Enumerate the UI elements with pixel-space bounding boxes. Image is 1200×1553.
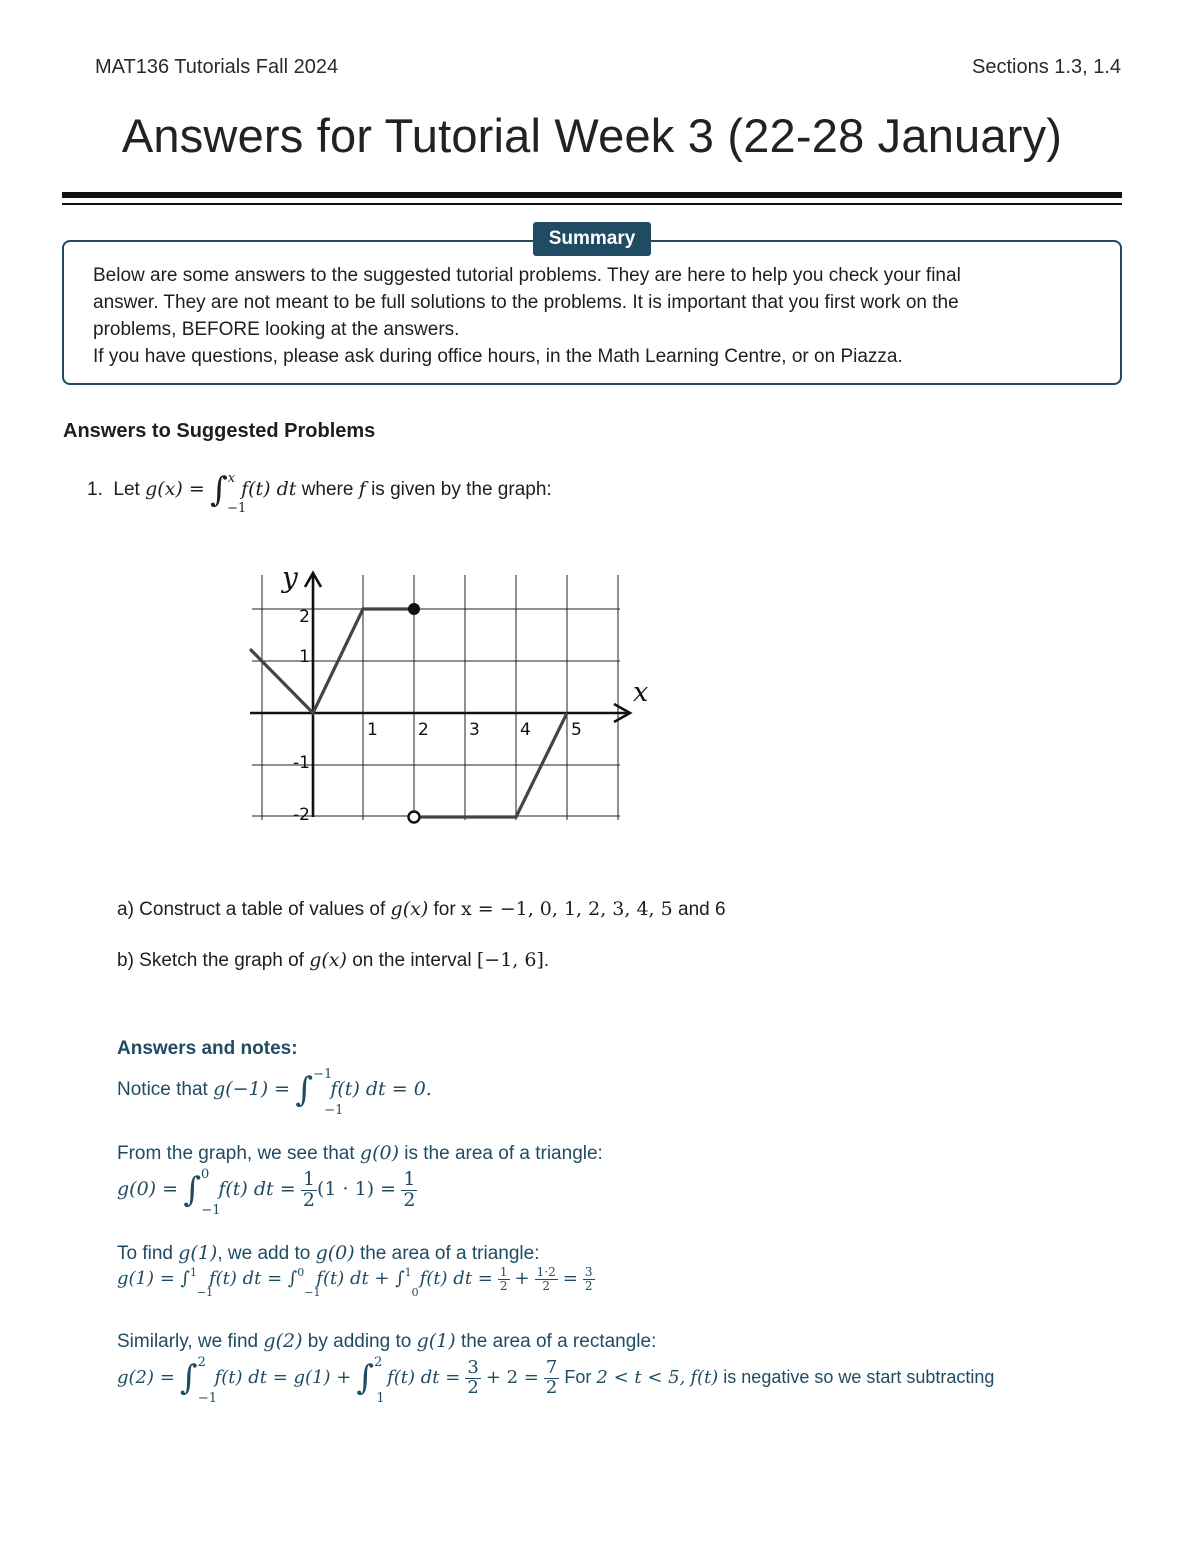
- x-tick-5: 5: [571, 720, 582, 740]
- part-a-gx: g(x): [390, 898, 429, 920]
- part-a-text: a) Construct a table of values of: [117, 899, 386, 920]
- x-tick-1: 1: [367, 720, 378, 740]
- g2-intro-mid: by adding to: [307, 1331, 412, 1352]
- part-b: [117, 949, 549, 972]
- integrand: f(t) dt: [241, 478, 297, 501]
- fraction-denominator: 2: [302, 1188, 315, 1211]
- g0-upper-limit: 0: [201, 1167, 210, 1182]
- g1-upper-3: 1: [404, 1266, 412, 1280]
- g2-mid: f(t) dt = g(1) +: [214, 1366, 352, 1388]
- y-tick-1: 1: [299, 647, 310, 667]
- integral-sign: ∫: [183, 1170, 202, 1210]
- x-tick-2: 2: [418, 720, 429, 740]
- fraction-numerator: 1: [403, 1167, 416, 1190]
- part-b-end: .: [543, 950, 550, 971]
- g0-result-fraction: [401, 1167, 417, 1211]
- summary-text: [93, 262, 1098, 370]
- g1-symbol: g(1): [178, 1242, 218, 1264]
- y-tick-neg2: -2: [293, 805, 310, 825]
- g1-equation: [117, 1265, 595, 1300]
- g0-symbol-ref: g(0): [315, 1242, 355, 1264]
- g0-paren: (1 · 1) =: [317, 1178, 397, 1201]
- title-rule-thick: [62, 192, 1122, 198]
- y-axis-label: y: [282, 561, 298, 594]
- g1-lower-2: −1: [304, 1286, 321, 1300]
- g2-plus-two: + 2 =: [485, 1366, 539, 1388]
- g1-upper-1: 1: [189, 1266, 197, 1280]
- g0-intro-text: From the graph, we see that: [117, 1143, 355, 1164]
- answers-heading: Answers and notes:: [117, 1038, 298, 1059]
- g1-lhs: g(1) = ∫: [117, 1267, 190, 1289]
- fraction-numerator: 3: [584, 1265, 593, 1279]
- fraction-numerator: 3: [467, 1356, 479, 1378]
- course-header: MAT136 Tutorials Fall 2024: [95, 56, 339, 78]
- closed-point: [408, 603, 420, 615]
- notice-line: [117, 1067, 432, 1118]
- g1-intro-text: To find: [117, 1243, 173, 1264]
- let-word: Let: [113, 479, 140, 501]
- fraction-numerator: 7: [545, 1356, 558, 1378]
- g-definition: g(x) =: [145, 478, 205, 501]
- summary-line-2: answer. They are not meant to be full solutions to the problems. It is important that you first work on the: [93, 292, 959, 313]
- part-b-gx: g(x): [309, 949, 347, 971]
- part-a-for: for: [433, 899, 456, 920]
- summary-line-1: Below are some answers to the suggested tutorial problems. They are here to help you check your final: [93, 265, 961, 286]
- g0-intro-post: is the area of a triangle:: [404, 1143, 603, 1164]
- summary-line-4: If you have questions, please ask during office hours, in the Math Learning Centre, or on Piazza.: [93, 346, 903, 367]
- g2-tail-pre: For: [564, 1366, 592, 1387]
- integral-sign: ∫: [356, 1358, 375, 1398]
- summary-label: Summary: [533, 222, 651, 256]
- g2-intro-post: the area of a rectangle:: [460, 1331, 657, 1352]
- x-tick-labels: [367, 720, 582, 740]
- g2-mid2: f(t) dt =: [387, 1366, 461, 1388]
- g1-frac-result: [583, 1266, 595, 1292]
- g1-frac-half: [498, 1266, 510, 1292]
- problem-number: 1.: [87, 479, 103, 501]
- f-symbol: f: [358, 478, 366, 501]
- part-a: [117, 898, 726, 921]
- fraction-denominator: 2: [542, 1278, 551, 1293]
- part-b-text: b) Sketch the graph of: [117, 950, 304, 971]
- g2-lhs: g(2) =: [117, 1366, 175, 1388]
- part-a-values: x = −1, 0, 1, 2, 3, 4, 5: [461, 898, 673, 920]
- summary-line-3: problems, BEFORE looking at the answers.: [93, 319, 460, 340]
- x-tick-3: 3: [469, 720, 480, 740]
- g2-lower-limit-2: 1: [376, 1391, 385, 1406]
- notice-lower-limit: −1: [324, 1103, 344, 1118]
- g0-symbol: g(0): [359, 1142, 399, 1164]
- g2-intro-text: Similarly, we find: [117, 1331, 259, 1352]
- g1-lower-3: 0: [411, 1286, 419, 1300]
- g0-intro: [117, 1142, 603, 1165]
- notice-lhs: g(−1) =: [213, 1078, 291, 1101]
- g2-range: 2 < t < 5,: [596, 1366, 686, 1388]
- fraction-denominator: 2: [403, 1188, 416, 1211]
- integral-sign: ∫: [210, 470, 228, 510]
- sections-header: Sections 1.3, 1.4: [972, 56, 1121, 78]
- integral-sign: ∫: [295, 1070, 314, 1110]
- fraction-numerator: 1: [302, 1167, 315, 1190]
- g1-equals: =: [562, 1267, 578, 1289]
- part-b-interval: [−1, 6]: [476, 949, 544, 971]
- g1-part-b: f(t) dt + ∫: [316, 1267, 405, 1289]
- y-tick-neg1: -1: [293, 753, 310, 773]
- g0-lhs: g(0) =: [117, 1178, 179, 1201]
- g2-upper-limit-2: 2: [374, 1355, 383, 1370]
- g1-part-c: f(t) dt =: [419, 1267, 493, 1289]
- g2-equation: [117, 1355, 995, 1406]
- page-title: Answers for Tutorial Week 3 (22-28 January): [121, 109, 1063, 162]
- problem-1-statement: [87, 470, 552, 516]
- lower-limit: −1: [227, 501, 247, 516]
- x-axis-label: x: [633, 677, 649, 708]
- fraction-numerator: 1: [499, 1265, 508, 1279]
- g1-frac-product: [535, 1266, 558, 1292]
- fraction-denominator: 2: [499, 1278, 508, 1293]
- g0-half-fraction: [301, 1167, 317, 1211]
- g1-intro-post: the area of a triangle:: [359, 1243, 540, 1264]
- g1-intro: [117, 1242, 540, 1265]
- graph-intro: is given by the graph:: [371, 479, 552, 501]
- g1-part-a: f(t) dt = ∫: [208, 1267, 298, 1289]
- g2-lower-limit: −1: [197, 1391, 218, 1406]
- g2-intro: [117, 1330, 656, 1353]
- section-heading: Answers to Suggested Problems: [63, 420, 376, 442]
- g1-plus: +: [514, 1267, 530, 1289]
- fraction-denominator: 2: [584, 1278, 593, 1293]
- notice-text: Notice that: [117, 1079, 208, 1101]
- fraction-numerator: 1·2: [536, 1265, 556, 1279]
- part-a-and: and 6: [678, 899, 726, 920]
- upper-limit: x: [227, 471, 236, 486]
- fraction-denominator: 2: [467, 1376, 479, 1398]
- g2-frac-result: [544, 1356, 559, 1398]
- g2-tail-post: is negative so we start subtracting: [723, 1366, 995, 1387]
- g2-upper-limit: 2: [197, 1355, 206, 1370]
- fraction-denominator: 2: [545, 1376, 558, 1398]
- g1-symbol-ref: g(1): [416, 1330, 456, 1352]
- g2-symbol: g(2): [263, 1330, 303, 1352]
- g1-lower-1: −1: [196, 1286, 214, 1300]
- open-point: [409, 812, 420, 823]
- y-tick-labels: [293, 607, 310, 825]
- x-tick-4: 4: [520, 720, 531, 740]
- integral-sign: ∫: [179, 1358, 198, 1398]
- g2-ft: f(t): [690, 1366, 719, 1388]
- notice-upper-limit: −1: [313, 1067, 333, 1082]
- title-rule-thin: [62, 203, 1122, 205]
- g1-intro-mid: , we add to: [217, 1243, 311, 1264]
- g0-mid: f(t) dt =: [218, 1178, 296, 1201]
- g1-upper-2: 0: [297, 1266, 305, 1280]
- where-word: where: [301, 479, 354, 501]
- g2-frac-three-halves: [465, 1356, 480, 1398]
- y-tick-2: 2: [299, 607, 310, 627]
- part-b-mid: on the interval: [352, 950, 472, 971]
- f-graph: [240, 555, 670, 835]
- g0-lower-limit: −1: [201, 1203, 221, 1218]
- notice-rhs: f(t) dt = 0.: [330, 1078, 432, 1101]
- g0-equation: [117, 1167, 417, 1218]
